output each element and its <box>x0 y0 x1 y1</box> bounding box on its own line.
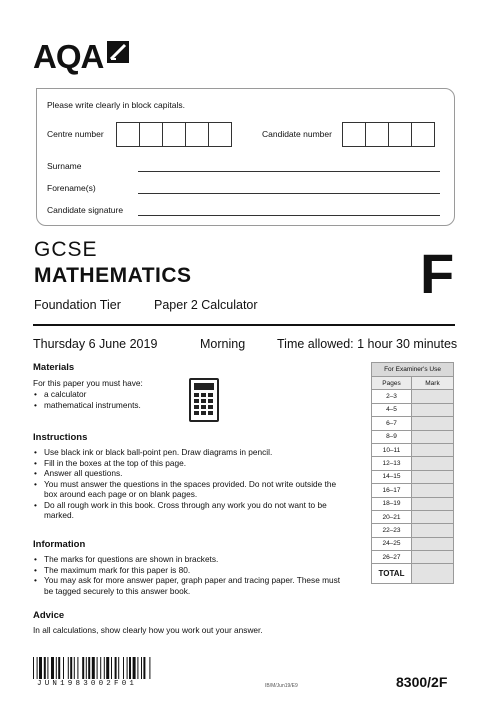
mark-cell[interactable] <box>412 551 454 564</box>
title-divider <box>33 324 455 326</box>
materials-list <box>33 389 141 410</box>
list-item: • You must answer the questions in the spaces provided. Do not write outside the box around each page or on blank pages. <box>33 479 351 500</box>
table-row <box>372 510 454 523</box>
total-row <box>372 564 454 584</box>
pages-cell: 18–19 <box>372 497 412 510</box>
pages-cell: 4–5 <box>372 403 412 416</box>
list-item: • The marks for questions are shown in brackets. <box>33 554 351 565</box>
instructions-heading: Instructions <box>33 432 88 443</box>
mark-column-header: Mark <box>412 377 454 390</box>
list-item: • Do all rough work in this book. Cross through any work you do not want to be marked. <box>33 500 351 521</box>
logo-text: AQA <box>33 38 104 75</box>
forename-line[interactable] <box>138 193 440 194</box>
aqa-logo <box>33 40 129 76</box>
signature-line[interactable] <box>138 215 440 216</box>
mark-cell[interactable] <box>412 524 454 537</box>
mark-cell[interactable] <box>412 497 454 510</box>
mark-cell[interactable] <box>412 443 454 456</box>
table-row <box>372 470 454 483</box>
examiner-table-title: For Examiner's Use <box>372 363 454 377</box>
block-capitals-instruction: Please write clearly in block capitals. <box>47 100 185 110</box>
centre-digit-box[interactable] <box>162 122 186 147</box>
paper-label: Paper 2 Calculator <box>154 298 258 312</box>
reference-code: IB/M/Jun19/E9 <box>265 683 298 689</box>
pages-cell: 20–21 <box>372 510 412 523</box>
candidate-digit-box[interactable] <box>365 122 389 147</box>
tier-letter: F <box>420 242 455 305</box>
list-item: • The maximum mark for this paper is 80. <box>33 565 351 576</box>
candidate-details-box <box>36 88 455 226</box>
list-item: • mathematical instruments. <box>33 400 141 411</box>
instructions-list <box>33 447 351 521</box>
mark-cell[interactable] <box>412 470 454 483</box>
total-label: TOTAL <box>372 564 412 584</box>
centre-number-boxes <box>117 122 232 147</box>
qualification-title: GCSE <box>34 238 98 261</box>
surname-label: Surname <box>47 161 82 171</box>
materials-intro: For this paper you must have: <box>33 378 143 388</box>
calculator-icon <box>189 378 219 422</box>
tier-label: Foundation Tier <box>34 298 121 312</box>
barcode <box>33 657 203 679</box>
candidate-number-label: Candidate number <box>262 129 332 139</box>
advice-heading: Advice <box>33 610 65 621</box>
materials-heading: Materials <box>33 362 75 373</box>
table-row <box>372 390 454 403</box>
mark-cell[interactable] <box>412 484 454 497</box>
candidate-digit-box[interactable] <box>411 122 435 147</box>
exam-date: Thursday 6 June 2019 <box>33 337 158 351</box>
mark-cell[interactable] <box>412 537 454 550</box>
centre-digit-box[interactable] <box>185 122 209 147</box>
centre-digit-box[interactable] <box>116 122 140 147</box>
pages-cell: 6–7 <box>372 417 412 430</box>
examiner-use-table <box>371 362 454 584</box>
table-row <box>372 457 454 470</box>
table-row <box>372 524 454 537</box>
pages-cell: 14–15 <box>372 470 412 483</box>
pages-cell: 12–13 <box>372 457 412 470</box>
total-mark-cell[interactable] <box>412 564 454 584</box>
information-list <box>33 554 351 596</box>
mark-cell[interactable] <box>412 430 454 443</box>
paper-code: 8300/2F <box>396 674 448 690</box>
table-row <box>372 497 454 510</box>
pages-cell: 26–27 <box>372 551 412 564</box>
time-allowed: Time allowed: 1 hour 30 minutes <box>277 337 458 351</box>
list-item: • a calculator <box>33 389 141 400</box>
mark-cell[interactable] <box>412 403 454 416</box>
table-row <box>372 430 454 443</box>
pages-column-header: Pages <box>372 377 412 390</box>
signature-label: Candidate signature <box>47 205 124 215</box>
mark-cell[interactable] <box>412 417 454 430</box>
table-row <box>372 443 454 456</box>
table-row <box>372 537 454 550</box>
pages-cell: 2–3 <box>372 390 412 403</box>
mark-cell[interactable] <box>412 510 454 523</box>
information-heading: Information <box>33 539 86 550</box>
table-row <box>372 403 454 416</box>
pages-cell: 10–11 <box>372 443 412 456</box>
candidate-digit-box[interactable] <box>388 122 412 147</box>
candidate-digit-box[interactable] <box>342 122 366 147</box>
pages-cell: 22–23 <box>372 524 412 537</box>
mark-cell[interactable] <box>412 390 454 403</box>
centre-digit-box[interactable] <box>139 122 163 147</box>
list-item: • You may ask for more answer paper, graph paper and tracing paper. These must be tagged securely to this answer book. <box>33 575 351 596</box>
centre-number-label: Centre number <box>47 129 104 139</box>
table-row <box>372 551 454 564</box>
table-row <box>372 484 454 497</box>
pages-cell: 24–25 <box>372 537 412 550</box>
mark-cell[interactable] <box>412 457 454 470</box>
advice-text: In all calculations, show clearly how you work out your answer. <box>33 625 263 635</box>
centre-digit-box[interactable] <box>208 122 232 147</box>
surname-line[interactable] <box>138 171 440 172</box>
list-item: • Answer all questions. <box>33 468 351 479</box>
forename-label: Forename(s) <box>47 183 96 193</box>
pages-cell: 8–9 <box>372 430 412 443</box>
aqa-leaf-icon <box>107 41 129 63</box>
candidate-number-boxes <box>343 122 435 147</box>
pages-cell: 16–17 <box>372 484 412 497</box>
subject-title: MATHEMATICS <box>34 264 192 287</box>
barcode-text: JUN1983002F01 <box>37 680 138 688</box>
list-item: • Fill in the boxes at the top of this page. <box>33 458 351 469</box>
table-row <box>372 417 454 430</box>
exam-session: Morning <box>200 337 246 351</box>
list-item: • Use black ink or black ball-point pen. Draw diagrams in pencil. <box>33 447 351 458</box>
